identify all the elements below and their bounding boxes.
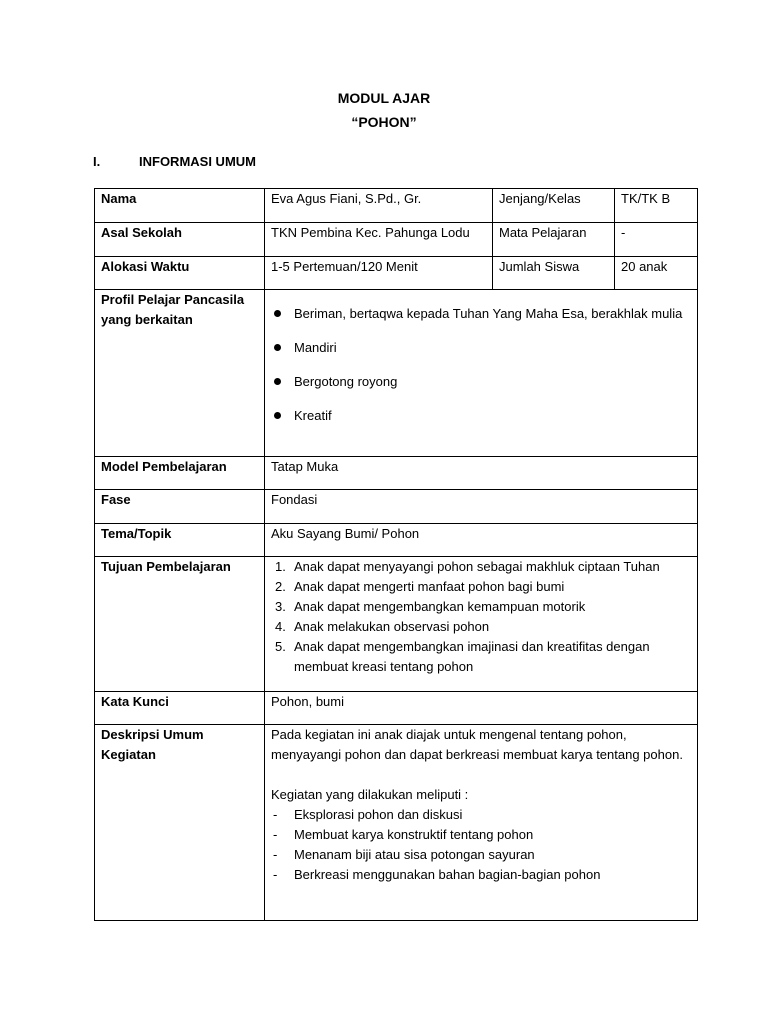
section-title: INFORMASI UMUM xyxy=(139,154,256,169)
list-item xyxy=(271,637,691,677)
tema-value: Aku Sayang Bumi/ Pohon xyxy=(265,524,698,557)
fase-value: Fondasi xyxy=(265,490,698,524)
list-number: 5. xyxy=(275,639,286,654)
asal-value: TKN Pembina Kec. Pahunga Lodu xyxy=(265,223,493,257)
model-label: Model Pembelajaran xyxy=(95,457,265,490)
fase-label: Fase xyxy=(95,490,265,524)
list-item xyxy=(271,557,691,577)
table-row xyxy=(95,457,698,490)
list-number: 3. xyxy=(275,599,286,614)
tujuan-cell xyxy=(265,557,698,692)
profil-label: Profil Pelajar Pancasila yang berkaitan xyxy=(95,290,265,457)
list-text: Anak dapat mengerti manfaat pohon bagi bumi xyxy=(294,579,565,594)
table-row xyxy=(95,692,698,725)
deskripsi-label: Deskripsi Umum Kegiatan xyxy=(95,725,265,921)
kegiatan-intro: Kegiatan yang dilakukan meliputi : xyxy=(271,787,469,802)
model-value: Tatap Muka xyxy=(265,457,698,490)
mapel-value: - xyxy=(615,223,698,257)
list-text: Anak melakukan observasi pohon xyxy=(294,619,490,634)
table-row xyxy=(95,557,698,692)
deskripsi-text: Pada kegiatan ini anak diajak untuk mengenal tentang pohon, menyayangi pohon dan dapat berkreasi membuat karya tentang pohon. xyxy=(271,727,683,762)
section-heading xyxy=(93,154,256,169)
nama-value: Eva Agus Fiani, S.Pd., Gr. xyxy=(265,189,493,223)
kata-label: Kata Kunci xyxy=(95,692,265,725)
document-subtitle: “POHON” xyxy=(351,114,417,130)
jenjang-value: TK/TK B xyxy=(615,189,698,223)
table-row xyxy=(95,189,698,223)
list-text: Anak dapat mengembangkan imajinasi dan kreatifitas dengan membuat kreasi tentang pohon xyxy=(294,639,650,674)
list-item: Bergotong royong xyxy=(271,369,691,395)
table-row xyxy=(95,490,698,524)
tujuan-list xyxy=(271,557,691,677)
list-item: - Berkreasi menggunakan bahan bagian-bagian pohon xyxy=(271,865,691,885)
siswa-value: 20 anak xyxy=(615,257,698,290)
document-title: MODUL AJAR xyxy=(337,90,431,106)
alokasi-value: 1-5 Pertemuan/120 Menit xyxy=(265,257,493,290)
list-item xyxy=(271,617,691,637)
list-item: - Membuat karya konstruktif tentang pohon xyxy=(271,825,691,845)
deskripsi-cell xyxy=(265,725,698,921)
profil-list xyxy=(271,301,691,429)
info-table xyxy=(94,188,698,921)
list-item: - Menanam biji atau sisa potongan sayuran xyxy=(271,845,691,865)
tujuan-label: Tujuan Pembelajaran xyxy=(95,557,265,692)
list-text: Anak dapat mengembangkan kemampuan motorik xyxy=(294,599,586,614)
list-text: Anak dapat menyayangi pohon sebagai makhluk ciptaan Tuhan xyxy=(294,559,660,574)
mapel-label: Mata Pelajaran xyxy=(493,223,615,257)
section-number: I. xyxy=(93,154,101,169)
list-number: 2. xyxy=(275,579,286,594)
list-item xyxy=(271,577,691,597)
kata-value: Pohon, bumi xyxy=(265,692,698,725)
table-row xyxy=(95,524,698,557)
table-row xyxy=(95,725,698,921)
list-item: Mandiri xyxy=(271,335,691,361)
nama-label: Nama xyxy=(95,189,265,223)
alokasi-label: Alokasi Waktu xyxy=(95,257,265,290)
profil-cell xyxy=(265,290,698,457)
list-item xyxy=(271,597,691,617)
jenjang-label: Jenjang/Kelas xyxy=(493,189,615,223)
list-number: 1. xyxy=(275,559,286,574)
asal-label: Asal Sekolah xyxy=(95,223,265,257)
table-row xyxy=(95,257,698,290)
table-row xyxy=(95,223,698,257)
list-number: 4. xyxy=(275,619,286,634)
list-item: - Eksplorasi pohon dan diskusi xyxy=(271,805,691,825)
tema-label: Tema/Topik xyxy=(95,524,265,557)
kegiatan-list xyxy=(271,805,691,885)
list-item: Kreatif xyxy=(271,403,691,429)
siswa-label: Jumlah Siswa xyxy=(493,257,615,290)
list-item: Beriman, bertaqwa kepada Tuhan Yang Maha Esa, berakhlak mulia xyxy=(271,301,691,327)
table-row xyxy=(95,290,698,457)
